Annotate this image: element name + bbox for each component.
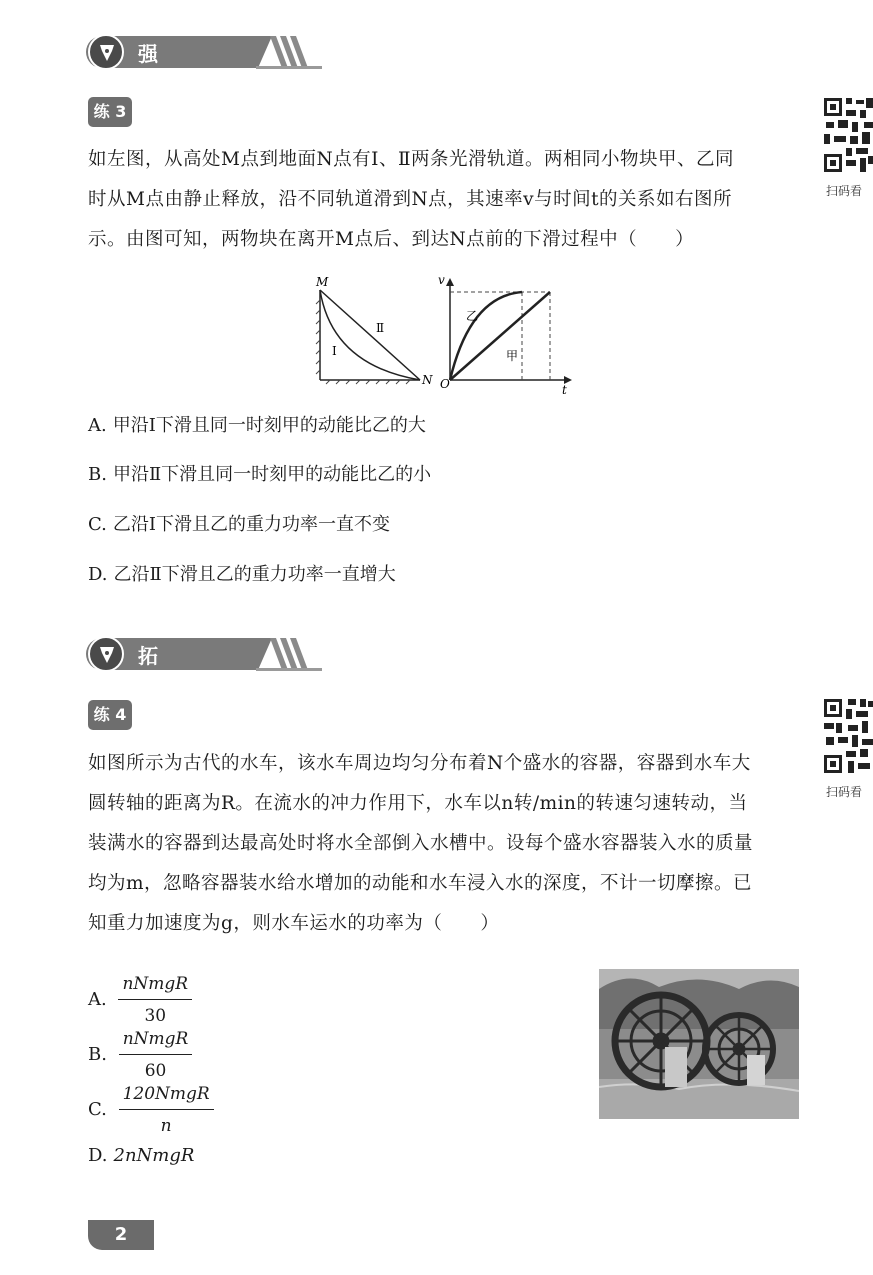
qr-label: 扫码看 — [826, 785, 863, 799]
label-yi: 乙 — [466, 309, 479, 323]
banner-underline — [256, 668, 322, 671]
option-text: 2nNmgR — [113, 1145, 195, 1166]
water-wheel-photo — [599, 969, 799, 1119]
option-letter: D. — [88, 564, 108, 585]
label-M: M — [316, 275, 329, 289]
qr-label: 扫码看 — [826, 184, 863, 198]
option-letter: A. — [88, 989, 107, 1010]
stem-line: 示。由图可知，两物块在离开M点后、到达N点前的下滑过程中（ ） — [88, 229, 695, 250]
banner-underline — [256, 66, 322, 69]
label-jia: 甲 — [506, 349, 519, 363]
stem-line: 如左图，从高处M点到地面N点有Ⅰ、Ⅱ两条光滑轨道。两相同小物块甲、乙同 — [88, 149, 735, 170]
option-text: 甲沿Ⅰ下滑且同一时刻甲的动能比乙的大 — [112, 415, 426, 436]
stem-line: 如图所示为古代的水车，该水车周边均匀分布着N个盛水的容器，容器到水车大 — [88, 753, 751, 774]
page-number: 2 — [88, 1220, 154, 1250]
question-3-figure — [310, 270, 580, 395]
option-d[interactable] — [88, 1142, 194, 1170]
option-letter: C. — [88, 1099, 107, 1120]
qr-code[interactable] — [822, 96, 873, 198]
banner-stripes — [256, 638, 316, 670]
numerator: nNmgR — [119, 1025, 193, 1055]
option-text: 乙沿Ⅱ下滑且乙的重力功率一直增大 — [113, 564, 396, 585]
qr-code-icon — [822, 697, 873, 777]
option-text: 甲沿Ⅱ下滑且同一时刻甲的动能比乙的小 — [112, 464, 432, 485]
option-letter: C. — [88, 514, 107, 535]
label-v: v — [438, 273, 445, 287]
pen-nib-icon — [88, 636, 124, 672]
curve-yi — [450, 292, 522, 380]
track-II — [320, 290, 420, 380]
option-letter: B. — [88, 1044, 107, 1065]
stem-line: 均为m，忽略容器装水给水增加的动能和水车浸入水的深度，不计一切摩擦。已 — [88, 873, 753, 894]
qr-code[interactable] — [822, 697, 873, 799]
option-a[interactable] — [88, 970, 192, 1030]
label-t: t — [562, 383, 567, 395]
numerator: 120NmgR — [119, 1080, 214, 1110]
section-title: 拓展拔高 — [138, 644, 160, 755]
question-tag: 练 4 — [88, 700, 132, 730]
option-a[interactable] — [88, 412, 426, 440]
option-c[interactable] — [88, 1080, 214, 1140]
denominator: 60 — [144, 1061, 167, 1081]
fraction — [119, 1025, 193, 1085]
label-N: N — [422, 373, 433, 387]
option-c[interactable] — [88, 511, 390, 539]
qr-code-icon — [822, 96, 873, 176]
option-d[interactable] — [88, 561, 396, 589]
label-O: O — [440, 377, 450, 391]
stem-line: 知重力加速度为g，则水车运水的功率为（ ） — [88, 913, 500, 934]
stem-line: 时从M点由静止释放，沿不同轨道滑到N点，其速率v与时间t的关系如右图所 — [88, 189, 733, 210]
numerator: nNmgR — [118, 970, 192, 1000]
denominator: 30 — [144, 1006, 167, 1026]
option-letter: B. — [88, 464, 107, 485]
question-4-stem — [88, 744, 800, 944]
label-II: Ⅱ — [376, 321, 385, 335]
option-letter: A. — [88, 415, 107, 436]
option-b[interactable] — [88, 1025, 192, 1085]
label-I: Ⅰ — [332, 344, 337, 358]
question-tag: 练 3 — [88, 97, 132, 127]
stem-line: 装满水的容器到达最高处时将水全部倒入水槽中。设每个盛水容器装入水的质量 — [88, 833, 754, 854]
section-title: 强化训练 — [138, 42, 160, 153]
denominator: n — [160, 1116, 172, 1136]
option-b[interactable] — [88, 461, 431, 489]
water-wheel-icon — [599, 969, 799, 1119]
banner-stripes — [256, 36, 316, 68]
stem-line: 圆转轴的距离为R。在流水的冲力作用下，水车以n转/min的转速匀速转动，当 — [88, 793, 748, 814]
fraction — [118, 970, 192, 1030]
option-text: 乙沿Ⅰ下滑且乙的重力功率一直不变 — [112, 514, 390, 535]
question-3-stem — [88, 140, 800, 260]
fraction — [119, 1080, 214, 1140]
pen-nib-icon — [88, 34, 124, 70]
option-letter: D. — [88, 1145, 108, 1166]
